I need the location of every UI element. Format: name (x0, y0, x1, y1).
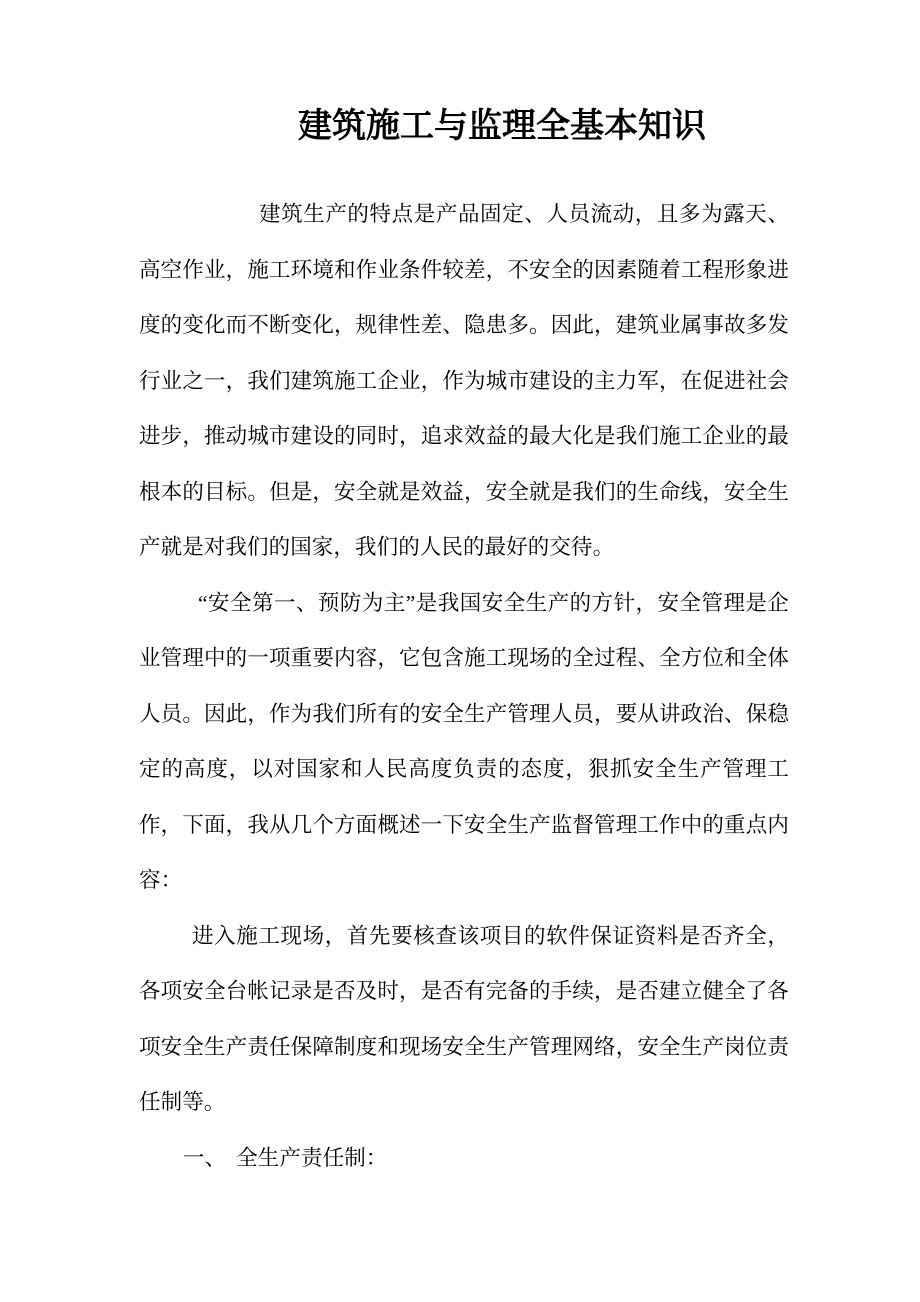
paragraph-intro: 建筑生产的特点是产品固定、人员流动，且多为露天、高空作业，施工环境和作业条件较差，不安全的因素随着工程形象进度的变化而不断变化，规律性差、隐患多。因此，建筑业属事故多发行业之一，我们建筑施工企业，作为城市建设的主力军，在促进社会进步，推动城市建设的同时，追求效益的最大化是我们施工企业的最根本的目标。但是，安全就是效益，安全就是我们的生命线，安全生产就是对我们的国家，我们的人民的最好的交待。 (139, 202, 789, 559)
paragraph-safety-policy: “安全第一、预防为主”是我国安全生产的方针，安全管理是企业管理中的一项重要内容，它包含施工现场的全过程、全方位和全体人员。因此，作为我们所有的安全生产管理人员，要从讲政治、保稳定的高度，以对国家和人民高度负责的态度，狠抓安全生产管理工作，下面，我从几个方面概述一下安全生产监督管理工作中的重点内容： (139, 590, 789, 892)
list-item-text: 全生产责任制： (236, 1145, 388, 1170)
list-item-heading (139, 1131, 789, 1187)
list-item-marker: 一、 (183, 1145, 227, 1170)
document-title: 建筑施工与监理全基本知识 (298, 108, 706, 145)
paragraph-site-inspection: 进入施工现场，首先要核查该项目的软件保证资料是否齐全，各项安全台帐记录是否及时，是否有完备的手续，是否建立健全了各项安全生产责任保障制度和现场安全生产管理网络，安全生产岗位责任制等。 (139, 923, 789, 1114)
